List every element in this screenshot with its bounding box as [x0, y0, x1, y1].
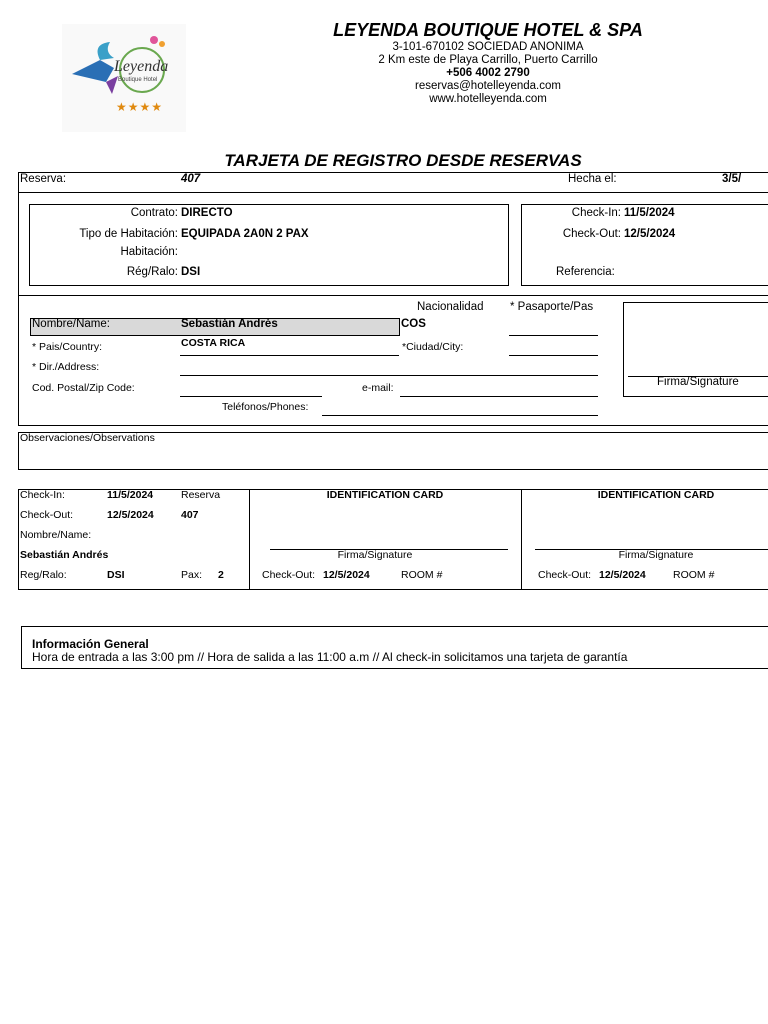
city-label: *Ciudad/City: [402, 341, 464, 353]
stub-pax-value: 2 [218, 569, 224, 581]
address-field[interactable] [180, 375, 598, 376]
observations-label: Observaciones/Observations [20, 432, 155, 444]
zip-field[interactable] [180, 396, 322, 397]
id-card-checkout-value: 12/5/2024 [323, 569, 370, 581]
stub-reserva-label: Reserva [181, 489, 221, 501]
regime-label: Rég/Ralo: [126, 266, 178, 278]
room-type-value: EQUIPADA 2A0N 2 PAX [181, 228, 309, 240]
stub-name-value: Sebastián Andrés [20, 549, 109, 561]
guest-name-label: Nombre/Name: [32, 318, 110, 330]
hotel-email: reservas@hotelleyenda.com [415, 80, 561, 92]
stub-checkout-label: Check-Out: [20, 509, 74, 521]
reference-label: Referencia: [556, 266, 615, 278]
logo-subtext: Boutique Hotel [118, 77, 158, 83]
stub-reserva-value: 407 [181, 509, 199, 521]
made-on-label: Hecha el: [568, 173, 617, 185]
address-label: * Dir./Address: [32, 361, 100, 373]
made-on-value: 3/5/ [722, 173, 742, 185]
email-field[interactable] [400, 396, 598, 397]
stub-checkout-value: 12/5/2024 [107, 509, 154, 521]
form-title: TARJETA DE REGISTRO DESDE RESERVAS [224, 151, 582, 170]
hotel-name: LEYENDA BOUTIQUE HOTEL & SPA [333, 20, 643, 40]
room-type-label: Tipo de Habitación: [79, 228, 178, 240]
id-card-room-label: ROOM # [673, 569, 715, 581]
stub-regime-label: Reg/Ralo: [20, 569, 67, 581]
passport-label: * Pasaporte/Pas [510, 301, 594, 313]
phones-label: Teléfonos/Phones: [222, 401, 309, 413]
hotel-address: 2 Km este de Playa Carrillo, Puerto Carrillo [378, 54, 598, 66]
email-label: e-mail: [362, 382, 394, 394]
country-field[interactable] [180, 355, 399, 356]
general-info-box [21, 626, 768, 669]
country-label: * Pais/Country: [32, 341, 103, 353]
id-card-title: IDENTIFICATION CARD [326, 489, 444, 501]
nationality-value: COS [401, 318, 426, 330]
phones-field[interactable] [322, 415, 598, 416]
legal-name: 3-101-670102 SOCIEDAD ANONIMA [392, 41, 584, 53]
hotel-logo [62, 24, 186, 132]
checkout-label: Check-Out: [562, 228, 621, 240]
city-field[interactable] [509, 355, 598, 356]
id-card-checkout-label: Check-Out: [538, 569, 592, 581]
checkout-value: 12/5/2024 [624, 228, 676, 240]
stub-pax-label: Pax: [181, 569, 203, 581]
hotel-phone: +506 4002 2790 [446, 67, 530, 79]
general-info-text: Hora de entrada a las 3:00 pm // Hora de salida a las 11:00 a.m // Al check-in solicitamos una tarjeta de garantía [32, 650, 628, 664]
stub-checkin-value: 11/5/2024 [107, 489, 154, 501]
id-card-room-label: ROOM # [401, 569, 443, 581]
id-card-checkout-value: 12/5/2024 [599, 569, 646, 581]
id-card-checkout-label: Check-Out: [262, 569, 316, 581]
reservation-label: Reserva: [20, 173, 67, 185]
stub-name-label: Nombre/Name: [20, 529, 92, 541]
stub-checkin-label: Check-In: [20, 489, 65, 501]
id-card-signature-label: Firma/Signature [337, 549, 413, 561]
contract-label: Contrato: [130, 207, 178, 219]
general-info-title: Información General [32, 637, 149, 651]
hotel-website: www.hotelleyenda.com [429, 93, 547, 105]
checkin-value: 11/5/2024 [624, 207, 675, 219]
country-value: COSTA RICA [181, 337, 246, 349]
rating-stars: ★★★★ [116, 100, 164, 114]
room-label: Habitación: [120, 246, 178, 258]
reservation-number: 407 [181, 173, 201, 185]
checkin-label: Check-In: [571, 207, 621, 219]
guest-name-value: Sebastián Andrés [181, 318, 278, 330]
stub-regime-value: DSI [107, 569, 125, 581]
id-card-signature-label: Firma/Signature [618, 549, 694, 561]
zip-label: Cod. Postal/Zip Code: [32, 382, 135, 394]
nationality-label: Nacionalidad [417, 301, 484, 313]
signature-label: Firma/Signature [657, 376, 739, 388]
stub-box [18, 489, 768, 590]
contract-value: DIRECTO [181, 207, 233, 219]
id-card-title: IDENTIFICATION CARD [597, 489, 715, 501]
logo-text: Leyenda [114, 58, 169, 75]
regime-value: DSI [181, 266, 201, 278]
